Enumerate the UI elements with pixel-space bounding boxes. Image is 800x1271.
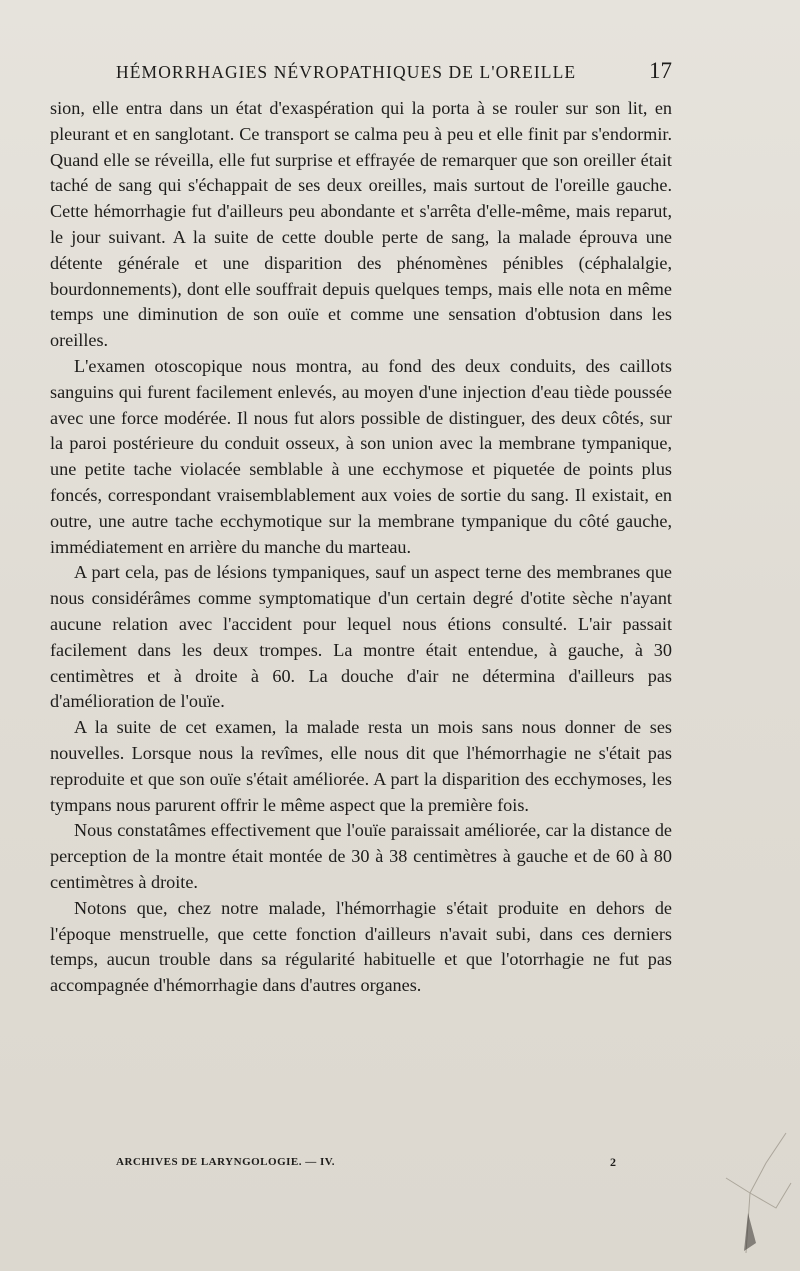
page-footer bbox=[116, 1156, 616, 1176]
running-title: HÉMORRHAGIES NÉVROPATHIQUES DE L'OREILLE bbox=[116, 62, 577, 82]
footer-signature: ARCHIVES DE LARYNGOLOGIE. — IV. bbox=[116, 1156, 336, 1168]
paragraph-tympanic-findings: A part cela, pas de lésions tympaniques, sauf un aspect terne des membranes que nous considérâmes comme symptomatique d'un certain degré d'otite sèche n'ayant aucune relation avec l'accident pour lequel nous étions consulté. L'air passait facilement dans les deux trompes. La montre était entendue, à gauche, à 30 centimètres et à droite à 60. La douche d'air ne détermina d'ailleurs pas d'amélioration de l'ouïe. bbox=[50, 562, 672, 712]
paragraph-otoscopic-exam: L'examen otoscopique nous montra, au fond des deux conduits, des caillots sanguins qui furent facilement enlevés, au moyen d'une injection d'eau tiède poussée avec une force modérée. Il nous fut alors possible de distinguer, des deux côtés, sur la paroi postérieure du conduit osseux, à son union avec la membrane tympanique, une petite tache violacée semblable à une ecchymose et piquetée de points plus foncés, correspondant vraisemblablement aux voies de sortie du sang. Il existait, en outre, une autre tache ecchymotique sur la membrane tympanique du côté gauche, immédiatement en arrière du manche du marteau. bbox=[50, 355, 672, 557]
paragraph-continuation: sion, elle entra dans un état d'exaspération qui la porta à se rouler sur son lit, en pleurant et en sanglotant. Ce transport se calma peu à peu et elle finit par s'endormir. Quand elle se réveilla, elle fut surprise et effrayée de remarquer que son oreiller était taché de sang qui s'échappait de ses deux oreilles, mais surtout de l'oreille gauche. Cette hémorrhagie fut d'ailleurs peu abondante et s'arrêta d'elle-même, mais reparut, le jour suivant. A la suite de cette double perte de sang, la malade éprouva une détente générale et une disparition des phénomènes pénibles (céphalalgie, bourdonnements), dont elle souffrait depuis quelques temps, mais elle nota en même temps une diminution de son ouïe et comme une sensation d'obtusion dans les oreilles. bbox=[50, 98, 672, 351]
paragraph-menstrual-note: Notons que, chez notre malade, l'hémorrhagie s'était produite en dehors de l'époque menstruelle, que cette fonction d'ailleurs n'avait subi, dans ces derniers temps, aucun trouble dans sa régularité habituelle et que l'otorrhagie ne fut pas accompagnée d'hémorrhagie dans d'autres organes. bbox=[50, 897, 672, 996]
paragraph-follow-up: A la suite de cet examen, la malade resta un mois sans nous donner de ses nouvelles. Lorsque nous la revîmes, elle nous dit que l'hémorrhagie ne s'était pas reproduite et que son ouïe s'était améliorée. A part la disparition des ecchymoses, les tympans nous parurent offrir le même aspect que la première fois. bbox=[50, 717, 672, 815]
body-text bbox=[50, 96, 672, 999]
page-header bbox=[50, 58, 672, 88]
paragraph-hearing-improvement: Nous constatâmes effectivement que l'ouïe paraissait améliorée, car la distance de perception de la montre était montée de 30 à 38 centimètres à gauche et de 60 à 80 centimètres à droite. bbox=[50, 820, 672, 892]
page-number: 17 bbox=[649, 58, 672, 83]
page-corner-wear-mark bbox=[706, 1123, 796, 1263]
footer-signature-mark: 2 bbox=[610, 1155, 616, 1169]
